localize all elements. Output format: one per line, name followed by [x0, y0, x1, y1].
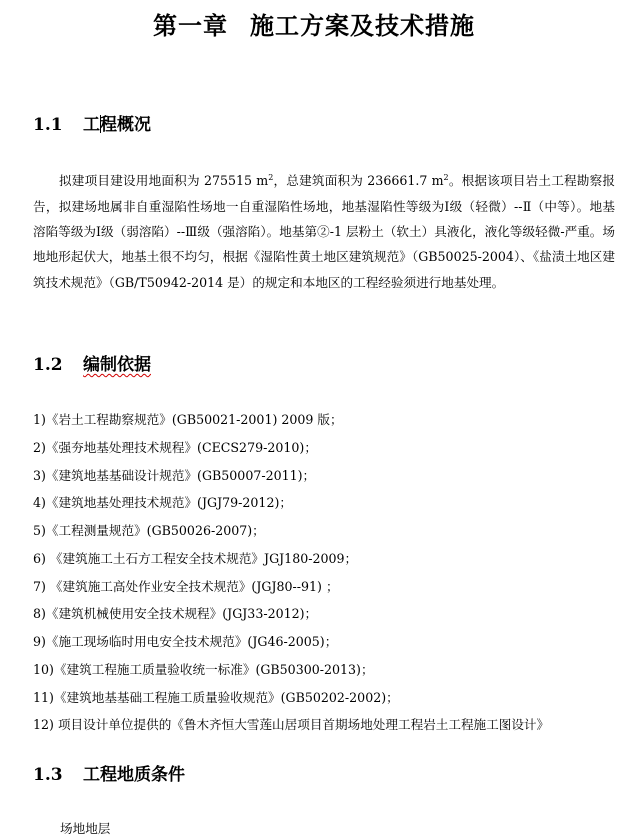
- list-item: 4)《建筑地基处理技术规范》(JGJ79-2012)；: [33, 495, 292, 511]
- list-item: 12) 项目设计单位提供的《鲁木齐恒大雪莲山居项目首期场地处理工程岩土工程施工图设计》: [33, 717, 550, 733]
- section-number: 1.2: [33, 355, 63, 375]
- list-item: 11)《建筑地基基础工程施工质量验收规范》(GB50202-2002)；: [33, 689, 399, 705]
- chapter-number: 第一章: [153, 11, 228, 40]
- section-heading-1-1: 1.1 工程概况: [33, 115, 151, 135]
- basis-list: [33, 406, 623, 739]
- list-item: 6) 《建筑施工土石方工程安全技术规范》JGJ180-2009；: [33, 550, 358, 566]
- list-item: 9)《施工现场临时用电安全技术规范》(JG46-2005)；: [33, 634, 338, 649]
- list-item: 7) 《建筑施工高处作业安全技术规范》(JGJ80--91) ；: [33, 578, 339, 594]
- list-item: 8)《建筑机械使用安全技术规程》(JGJ33-2012)；: [33, 606, 318, 622]
- list-item: 10)《建筑工程施工质量验收统一标准》(GB50300-2013)；: [33, 661, 374, 677]
- section-heading-1-3: [33, 760, 185, 785]
- list-item: 3)《建筑地基基础设计规范》(GB50007-2011)；: [33, 467, 316, 483]
- section-heading-1-2: [33, 350, 151, 375]
- list-item: 1)《岩土工程勘察规范》(GB50021-2001) 2009 版；: [33, 412, 343, 427]
- chapter-title: [0, 6, 628, 41]
- list-item: 2)《强夯地基处理技术规程》(CECS279-2010)；: [33, 439, 317, 455]
- section-title: 编制依据: [83, 355, 151, 375]
- list-item: 5)《工程测量规范》(GB50026-2007)；: [33, 523, 265, 538]
- overview-paragraph[interactable]: 拟建项目建设用地面积为 275515 $m^2$，总建筑面积为 236661.7 $m^2$。根据该项目岩土工程勘察报告，拟建场地属非自重湿陷性场地一自重湿陷性场地，地基湿陷性等级为Ⅰ级（轻微）--Ⅱ（中等）。地基溶陷等级为Ⅰ级（弱溶陷）--Ⅲ级（强溶陷）。地基第②-1 层粉土（软土）具液化，液化等级轻微-严重。场地地形起伏大，地基土很不均匀，根据《湿陷性黄土地区建筑规范》（GB50025-2004）、《盐渍土地区建筑技术规范》（GB/T50942-2014 是）的规定和本地区的工程经验须进行地基处理。: [33, 173, 615, 290]
- section-number: 1.1: [33, 115, 63, 135]
- chapter-name: 施工方案及技术措施: [250, 11, 475, 40]
- geology-subheading: 场地地层: [60, 821, 111, 836]
- section-title: 工程地质条件: [83, 765, 185, 785]
- section-number: 1.3: [33, 765, 63, 785]
